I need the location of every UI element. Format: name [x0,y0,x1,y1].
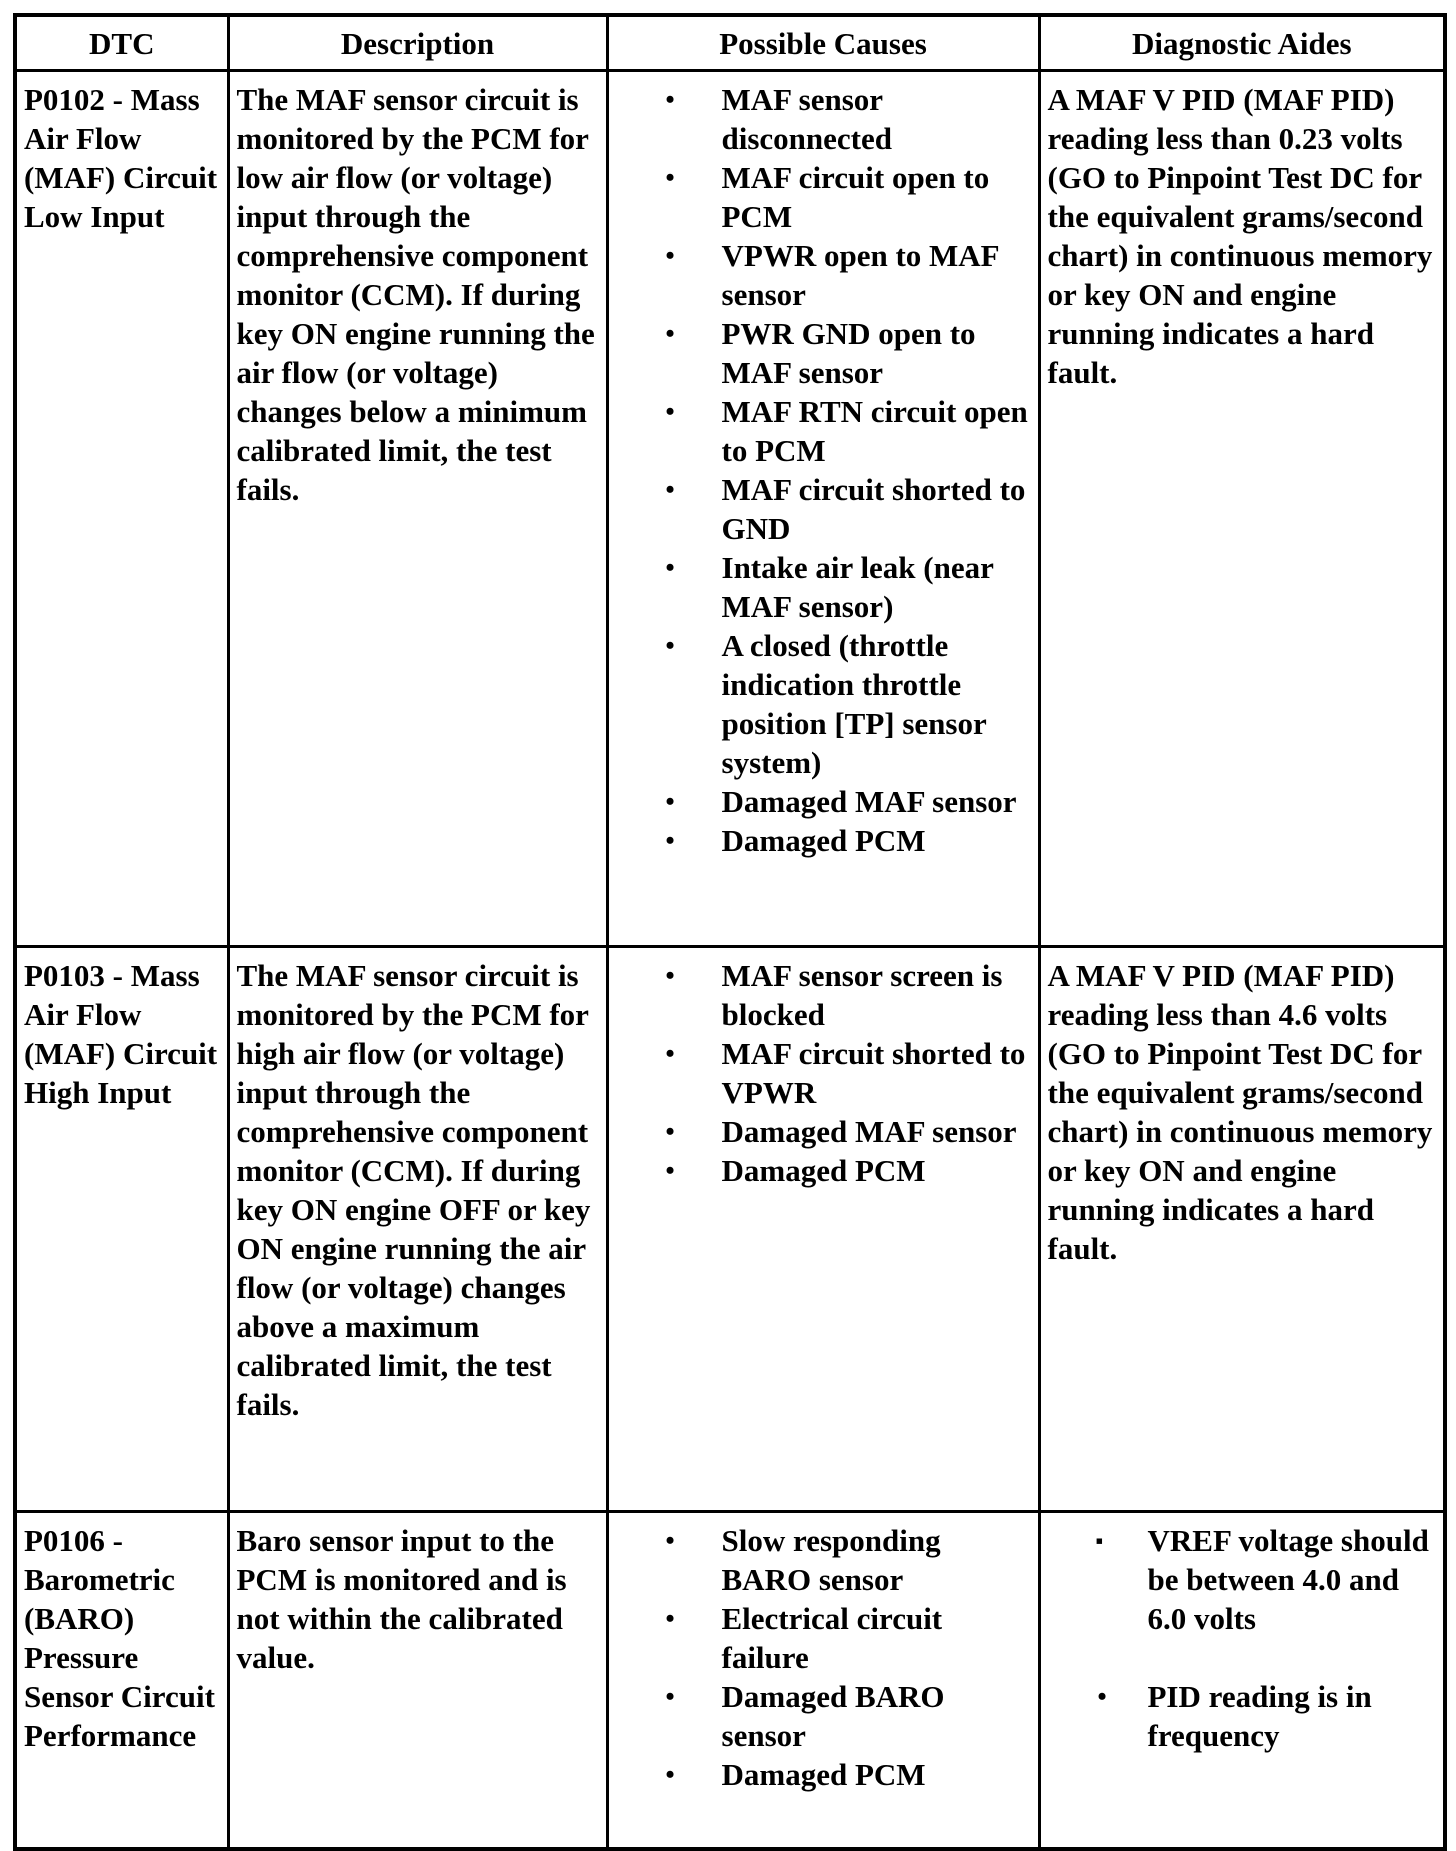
causes-list [616,80,1032,860]
possible-causes-cell [607,947,1039,1512]
header-dtc: DTC [15,15,228,71]
possible-causes-cell [607,1512,1039,1850]
cause-item: • MAF circuit shorted to GND [616,470,1032,548]
diagnostic-aides-cell: A MAF V PID (MAF PID) reading less than 4.6 volts (GO to Pinpoint Test DC for the equivalent grams/second chart) in continuous memory or key ON and engine running indicates a hard fault. [1039,947,1445,1512]
cause-item: • MAF RTN circuit open to PCM [616,392,1032,470]
table-row [15,1512,1445,1850]
description-cell: Baro sensor input to the PCM is monitored and is not within the calibrated value. [228,1512,607,1850]
description-cell: The MAF sensor circuit is monitored by the PCM for low air flow (or voltage) input through the comprehensive component monitor (CCM). If during key ON engine running the air flow (or voltage) changes below a minimum calibrated limit, the test fails. [228,71,607,947]
diagnostic-aides-cell: A MAF V PID (MAF PID) reading less than 0.23 volts (GO to Pinpoint Test DC for the equivalent grams/second chart) in continuous memory or key ON and engine running indicates a hard fault. [1039,71,1445,947]
dtc-code: P0103 - Mass Air Flow (MAF) Circuit High Input [15,947,228,1512]
diagnostic-aides-cell [1039,1512,1445,1850]
dtc-table [13,13,1447,1851]
cause-item: • MAF sensor disconnected [616,80,1032,158]
header-description: Description [228,15,607,71]
aide-item: • PID reading is in frequency [1048,1677,1438,1755]
cause-item: • PWR GND open to MAF sensor [616,314,1032,392]
cause-item: • Electrical circuit failure [616,1599,1032,1677]
dtc-code: P0102 - Mass Air Flow (MAF) Circuit Low Input [15,71,228,947]
causes-list [616,956,1032,1190]
header-possible-causes: Possible Causes [607,15,1039,71]
possible-causes-cell [607,71,1039,947]
header-diagnostic-aides: Diagnostic Aides [1039,15,1445,71]
cause-item: • Damaged BARO sensor [616,1677,1032,1755]
cause-item: • VPWR open to MAF sensor [616,236,1032,314]
cause-item: • Slow responding BARO sensor [616,1521,1032,1599]
table-row [15,947,1445,1512]
cause-item: • Damaged PCM [616,821,1032,860]
cause-item: • Damaged MAF sensor [616,782,1032,821]
cause-item: • Intake air leak (near MAF sensor) [616,548,1032,626]
cause-item: • MAF circuit shorted to VPWR [616,1034,1032,1112]
dtc-code: P0106 - Barometric (BARO) Pressure Sensor Circuit Performance [15,1512,228,1850]
cause-item: • A closed (throttle indication throttle position [TP] sensor system) [616,626,1032,782]
cause-item: • Damaged PCM [616,1755,1032,1794]
header-row [15,15,1445,71]
description-cell: The MAF sensor circuit is monitored by the PCM for high air flow (or voltage) input through the comprehensive component monitor (CCM). If during key ON engine OFF or key ON engine running the air flow (or voltage) changes above a maximum calibrated limit, the test fails. [228,947,607,1512]
cause-item: • MAF circuit open to PCM [616,158,1032,236]
aide-item: ▪ VREF voltage should be between 4.0 and 6.0 volts [1048,1521,1438,1638]
causes-list [616,1521,1032,1794]
cause-item: • MAF sensor screen is blocked [616,956,1032,1034]
cause-item: • Damaged MAF sensor [616,1112,1032,1151]
cause-item: • Damaged PCM [616,1151,1032,1190]
aides-list [1048,1521,1438,1755]
table-row [15,71,1445,947]
